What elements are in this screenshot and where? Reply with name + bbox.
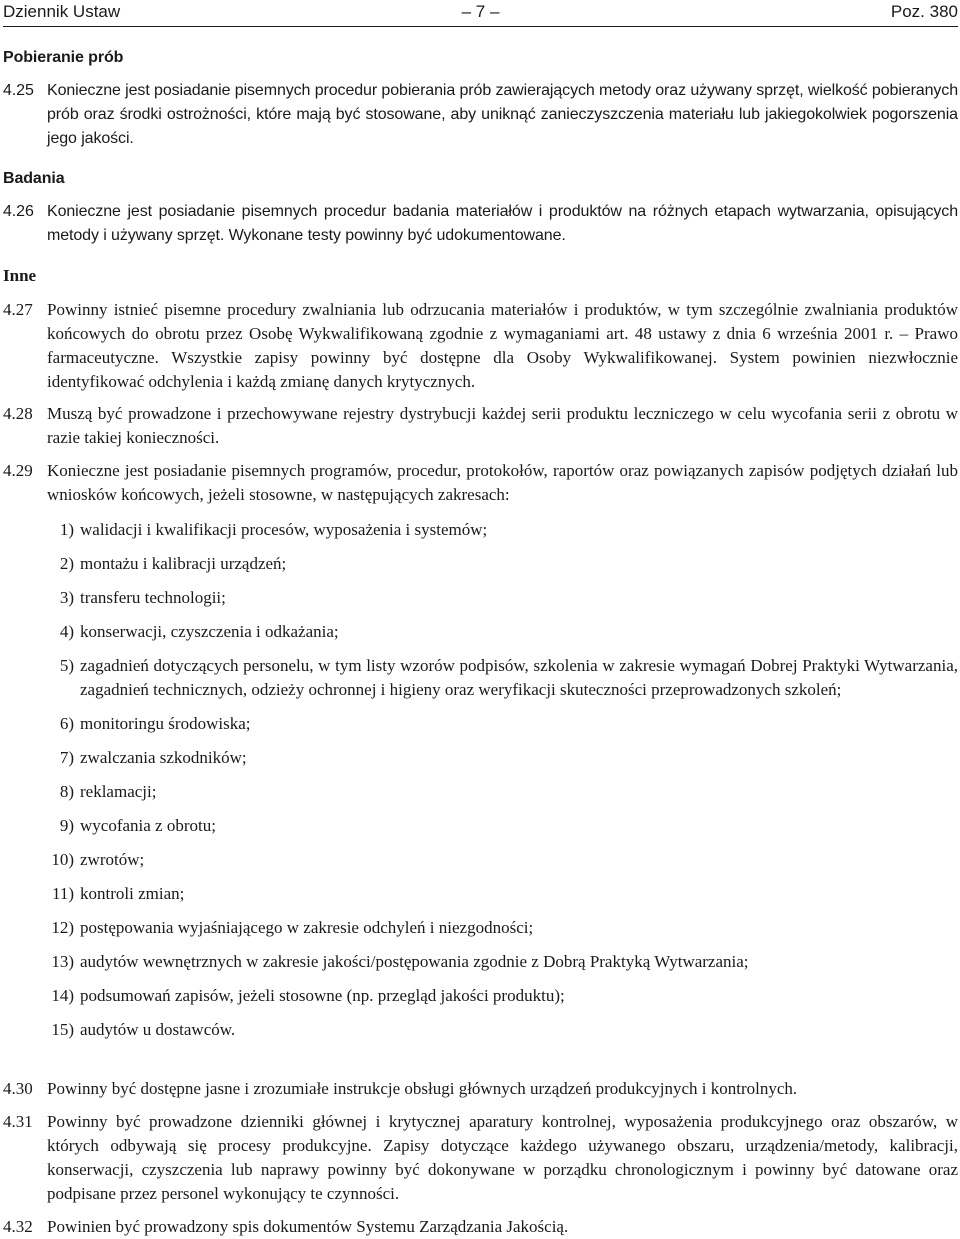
list-item — [3, 780, 958, 804]
paragraph-number: 4.29 — [3, 461, 33, 480]
paragraph-number: 4.30 — [3, 1079, 33, 1098]
section-heading-testing: Badania — [3, 170, 65, 187]
list-item — [3, 882, 958, 906]
paragraph-text: Konieczne jest posiadanie pisemnych programów, procedur, protokołów, raportów oraz powiązanych zapisów podjętych działań lub wniosków końcowych, jeżeli stosowne, w następujących zakresach: — [47, 461, 958, 504]
list-item-number: 5) — [59, 656, 74, 675]
page-header — [3, 0, 958, 27]
paragraph-number: 4.31 — [3, 1112, 33, 1131]
list-item-number: 9) — [59, 816, 74, 835]
list-item-number: 2) — [59, 554, 74, 573]
list-item-text: audytów u dostawców. — [80, 1020, 236, 1039]
paragraph-4-27 — [3, 298, 958, 394]
list-item-number: 3) — [59, 588, 74, 607]
list-item-text: monitoringu środowiska; — [80, 714, 251, 733]
list-item — [3, 552, 958, 576]
paragraph-4-32 — [3, 1215, 958, 1239]
page-number: – 7 – — [461, 2, 500, 21]
list-item-text: montażu i kalibracji urządzeń; — [80, 554, 287, 573]
paragraph-text: Konieczne jest posiadanie pisemnych procedur pobierania prób zawierających metody oraz używany sprzęt, wielkość pobieranych prób oraz środki ostrożności, które mają być stosowane, aby uniknąć zanieczyszczenia materiału lub jakiegokolwiek pogorszenia jego jakości. — [47, 82, 958, 147]
section-heading-sampling: Pobieranie prób — [3, 49, 124, 66]
scope-list — [3, 518, 958, 1042]
journal-title: Dziennik Ustaw — [3, 2, 121, 21]
list-item-number: 11) — [51, 884, 74, 903]
list-item — [3, 848, 958, 872]
list-item-text: reklamacji; — [80, 782, 157, 801]
paragraph-text: Muszą być prowadzone i przechowywane rejestry dystrybucji każdej serii produktu leczniczego w celu wycofania serii z obrotu w razie takiej konieczności. — [47, 404, 958, 447]
paragraph-number: 4.32 — [3, 1217, 33, 1236]
section-heading-other: Inne — [3, 266, 37, 285]
list-item-text: wycofania z obrotu; — [80, 816, 216, 835]
position-number: Poz. 380 — [890, 2, 958, 21]
list-item — [3, 814, 958, 838]
list-item-text: walidacji i kwalifikacji procesów, wyposażenia i systemów; — [80, 520, 488, 539]
list-item — [3, 654, 958, 702]
document-page — [3, 0, 958, 1236]
list-item — [3, 620, 958, 644]
list-item-number: 1) — [59, 520, 74, 539]
list-item-number: 12) — [51, 918, 74, 937]
paragraph-4-25 — [3, 79, 958, 151]
paragraph-text: Powinny istnieć pisemne procedury zwalniania lub odrzucania materiałów i produktów, w tym szczególnie zwalniania produktów końcowych do obrotu przez Osobę Wykwalifikowaną zgodnie z wymaganiami art. 48 ustawy z dnia 6 września 2001 r. – Prawo farmaceutyczne. Wszystkie zapisy powinny być dostępne dla Osoby Wykwalifikowanej. System powinien niezwłocznie identyfikować odchylenia i każdą zmianę danych krytycznych. — [47, 300, 958, 391]
list-item — [3, 746, 958, 770]
paragraph-4-28 — [3, 402, 958, 450]
paragraph-4-30 — [3, 1077, 958, 1101]
list-item — [3, 916, 958, 940]
list-item-number: 8) — [59, 782, 74, 801]
list-item-text: konserwacji, czyszczenia i odkażania; — [80, 622, 339, 641]
list-item-number: 7) — [59, 748, 74, 767]
list-item — [3, 1018, 958, 1042]
paragraph-4-26 — [3, 200, 958, 248]
list-item — [3, 712, 958, 736]
paragraph-text: Powinny być prowadzone dzienniki głównej i krytycznej aparatury kontrolnej, wyposażenia produkcyjnego oraz obszarów, w których odbywają się procesy produkcyjne. Zapisy dotyczące każdego używanego obszaru, urządzenia/metody, kalibracji, konserwacji, czyszczenia lub naprawy powinny być dokonywane w porządku chronologicznym i powinny być datowane oraz podpisane przez personel wykonujący te czynności. — [47, 1112, 958, 1203]
paragraph-text: Powinien być prowadzony spis dokumentów Systemu Zarządzania Jakością. — [47, 1217, 569, 1236]
paragraph-number: 4.26 — [3, 203, 34, 220]
list-item-text: kontroli zmian; — [80, 884, 185, 903]
list-item-text: zwrotów; — [80, 850, 145, 869]
paragraph-number: 4.27 — [3, 300, 33, 319]
list-item — [3, 950, 958, 974]
list-item-text: zagadnień dotyczących personelu, w tym listy wzorów podpisów, szkolenia w zakresie wymagań Dobrej Praktyki Wytwarzania, zagadnień technicznych, odzieży ochronnej i higieny oraz weryfikacji skuteczności przeprowadzonych szkoleń; — [80, 656, 958, 699]
paragraph-number: 4.25 — [3, 82, 34, 99]
list-item-number: 4) — [59, 622, 74, 641]
list-item-text: postępowania wyjaśniającego w zakresie odchyleń i niezgodności; — [80, 918, 534, 937]
paragraph-number: 4.28 — [3, 404, 33, 423]
paragraph-4-31 — [3, 1110, 958, 1206]
list-item — [3, 518, 958, 542]
list-item-text: audytów wewnętrznych w zakresie jakości/postępowania zgodnie z Dobrą Praktyką Wytwarzania; — [80, 952, 749, 971]
paragraph-text: Konieczne jest posiadanie pisemnych procedur badania materiałów i produktów na różnych etapach wytwarzania, opisujących metody i używany sprzęt. Wykonane testy powinny być udokumentowane. — [47, 203, 958, 244]
list-item-text: podsumowań zapisów, jeżeli stosowne (np. przegląd jakości produktu); — [80, 986, 565, 1005]
list-item — [3, 586, 958, 610]
paragraph-4-29 — [3, 459, 958, 507]
list-item-number: 15) — [51, 1020, 74, 1039]
list-item-number: 13) — [51, 952, 74, 971]
paragraph-text: Powinny być dostępne jasne i zrozumiałe instrukcje obsługi głównych urządzeń produkcyjnych i kontrolnych. — [47, 1079, 798, 1098]
list-item — [3, 984, 958, 1008]
list-item-text: transferu technologii; — [80, 588, 226, 607]
list-item-text: zwalczania szkodników; — [80, 748, 247, 767]
list-item-number: 14) — [51, 986, 74, 1005]
list-item-number: 6) — [59, 714, 74, 733]
list-item-number: 10) — [51, 850, 74, 869]
